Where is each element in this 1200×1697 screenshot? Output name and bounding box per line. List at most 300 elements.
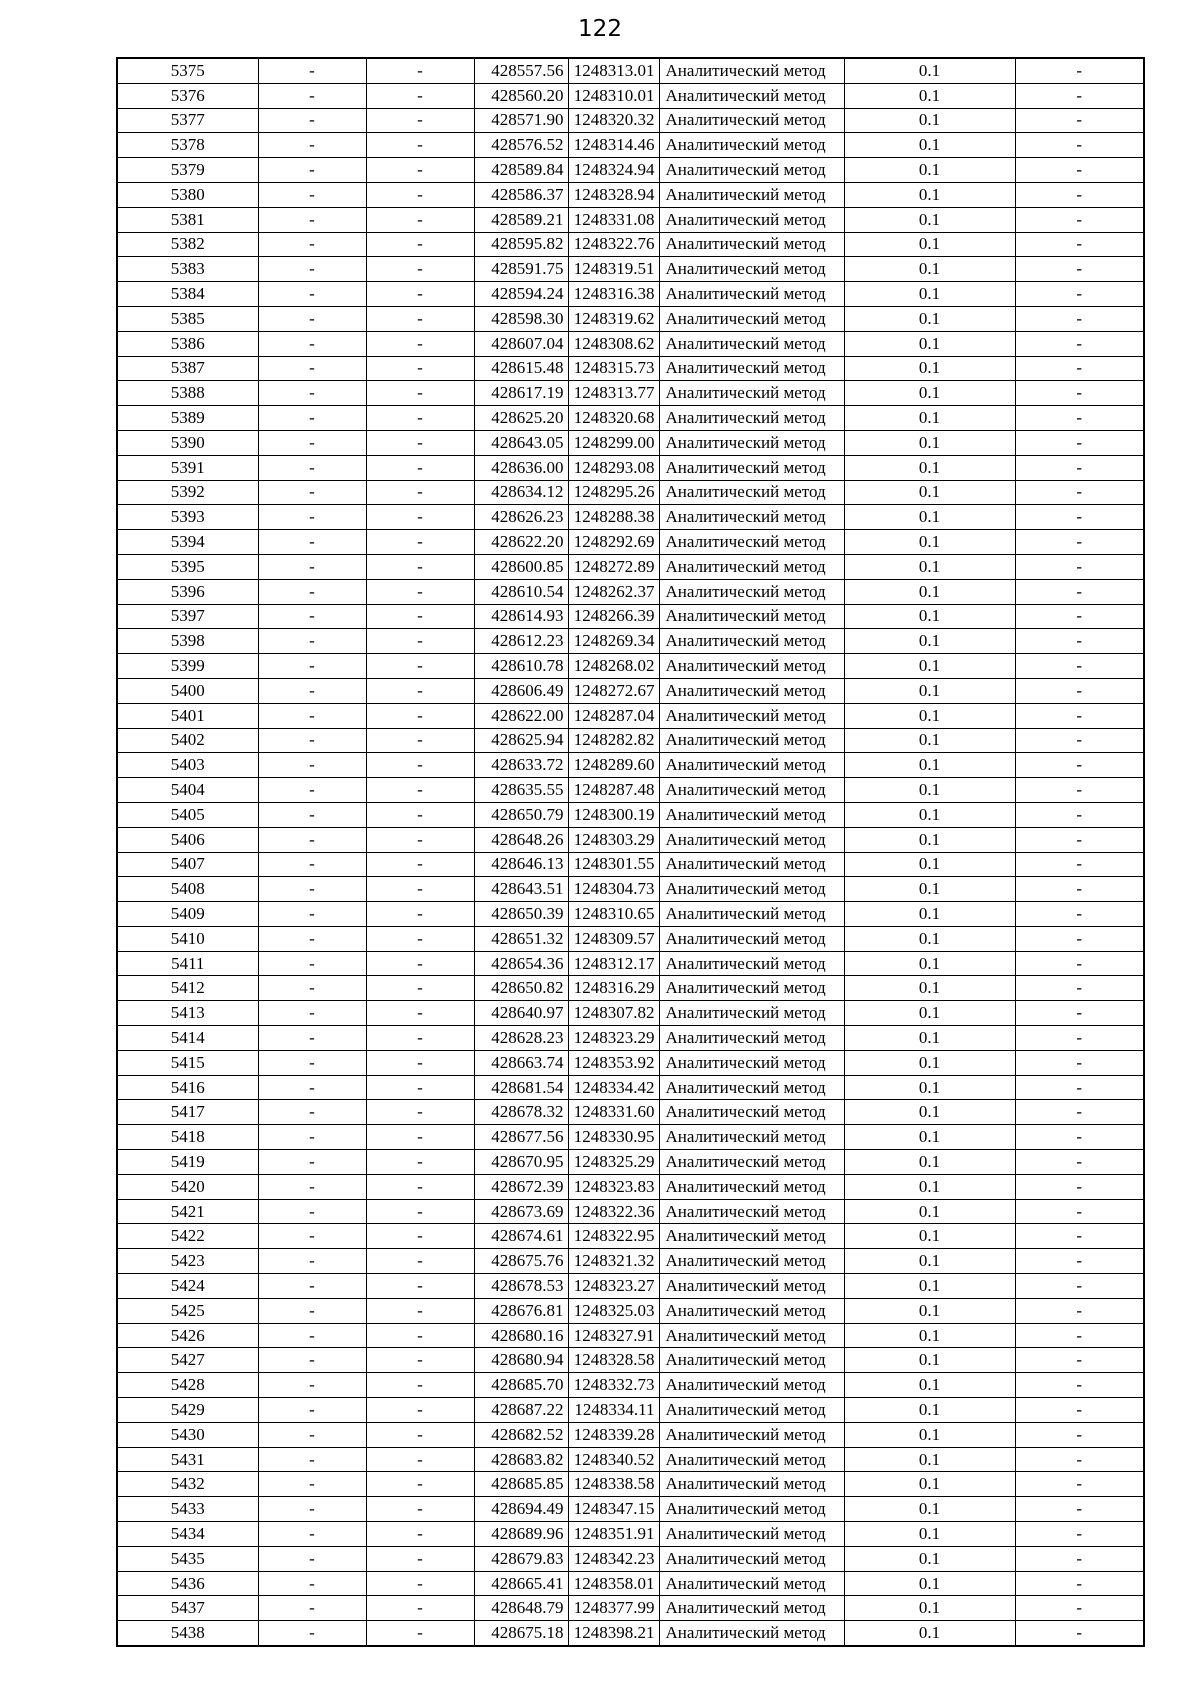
x-coordinate-cell: 428628.23 [474,1026,568,1051]
dash-cell: - [1015,678,1144,703]
dash-cell: - [1015,182,1144,207]
point-number-cell: 5387 [117,356,258,381]
dash-cell: - [258,554,366,579]
accuracy-cell: 0.1 [844,331,1015,356]
dash-cell: - [366,158,474,183]
point-number-cell: 5384 [117,282,258,307]
y-coordinate-cell: 1248358.01 [568,1571,659,1596]
dash-cell: - [1015,1348,1144,1373]
dash-cell: - [366,1447,474,1472]
x-coordinate-cell: 428610.54 [474,579,568,604]
y-coordinate-cell: 1248314.46 [568,133,659,158]
dash-cell: - [1015,554,1144,579]
table-row [117,654,1144,679]
table-row [117,579,1144,604]
x-coordinate-cell: 428589.84 [474,158,568,183]
x-coordinate-cell: 428648.26 [474,827,568,852]
dash-cell: - [1015,1546,1144,1571]
x-coordinate-cell: 428576.52 [474,133,568,158]
point-number-cell: 5402 [117,728,258,753]
y-coordinate-cell: 1248268.02 [568,654,659,679]
accuracy-cell: 0.1 [844,1224,1015,1249]
point-number-cell: 5437 [117,1596,258,1621]
x-coordinate-cell: 428626.23 [474,505,568,530]
table-row [117,1522,1144,1547]
dash-cell: - [1015,306,1144,331]
dash-cell: - [258,1422,366,1447]
accuracy-cell: 0.1 [844,455,1015,480]
accuracy-cell: 0.1 [844,406,1015,431]
y-coordinate-cell: 1248330.95 [568,1125,659,1150]
x-coordinate-cell: 428665.41 [474,1571,568,1596]
x-coordinate-cell: 428643.51 [474,877,568,902]
dash-cell: - [366,1298,474,1323]
y-coordinate-cell: 1248338.58 [568,1472,659,1497]
x-coordinate-cell: 428687.22 [474,1398,568,1423]
method-cell: Аналитический метод [659,1199,844,1224]
dash-cell: - [1015,1274,1144,1299]
dash-cell: - [366,257,474,282]
dash-cell: - [258,1150,366,1175]
dash-cell: - [258,430,366,455]
method-cell: Аналитический метод [659,331,844,356]
y-coordinate-cell: 1248319.62 [568,306,659,331]
method-cell: Аналитический метод [659,1348,844,1373]
dash-cell: - [366,554,474,579]
dash-cell: - [366,1224,474,1249]
point-number-cell: 5415 [117,1050,258,1075]
point-number-cell: 5426 [117,1323,258,1348]
point-number-cell: 5414 [117,1026,258,1051]
y-coordinate-cell: 1248334.42 [568,1075,659,1100]
x-coordinate-cell: 428617.19 [474,381,568,406]
accuracy-cell: 0.1 [844,1472,1015,1497]
dash-cell: - [366,58,474,83]
y-coordinate-cell: 1248289.60 [568,753,659,778]
accuracy-cell: 0.1 [844,1050,1015,1075]
dash-cell: - [258,629,366,654]
dash-cell: - [1015,331,1144,356]
dash-cell: - [1015,728,1144,753]
dash-cell: - [258,951,366,976]
dash-cell: - [366,1199,474,1224]
dash-cell: - [366,579,474,604]
method-cell: Аналитический метод [659,902,844,927]
point-number-cell: 5376 [117,83,258,108]
point-number-cell: 5377 [117,108,258,133]
method-cell: Аналитический метод [659,108,844,133]
dash-cell: - [258,1447,366,1472]
dash-cell: - [366,1398,474,1423]
dash-cell: - [1015,257,1144,282]
dash-cell: - [258,678,366,703]
dash-cell: - [258,232,366,257]
dash-cell: - [258,58,366,83]
accuracy-cell: 0.1 [844,480,1015,505]
table-row [117,629,1144,654]
dash-cell: - [1015,1050,1144,1075]
y-coordinate-cell: 1248308.62 [568,331,659,356]
y-coordinate-cell: 1248313.01 [568,58,659,83]
x-coordinate-cell: 428595.82 [474,232,568,257]
dash-cell: - [1015,1100,1144,1125]
method-cell: Аналитический метод [659,1249,844,1274]
dash-cell: - [258,902,366,927]
dash-cell: - [1015,976,1144,1001]
accuracy-cell: 0.1 [844,182,1015,207]
method-cell: Аналитический метод [659,455,844,480]
y-coordinate-cell: 1248313.77 [568,381,659,406]
accuracy-cell: 0.1 [844,430,1015,455]
y-coordinate-cell: 1248332.73 [568,1373,659,1398]
accuracy-cell: 0.1 [844,1249,1015,1274]
x-coordinate-cell: 428560.20 [474,83,568,108]
dash-cell: - [258,480,366,505]
method-cell: Аналитический метод [659,1472,844,1497]
y-coordinate-cell: 1248322.76 [568,232,659,257]
dash-cell: - [258,257,366,282]
accuracy-cell: 0.1 [844,778,1015,803]
point-number-cell: 5408 [117,877,258,902]
y-coordinate-cell: 1248316.38 [568,282,659,307]
dash-cell: - [366,877,474,902]
dash-cell: - [366,1497,474,1522]
method-cell: Аналитический метод [659,1373,844,1398]
method-cell: Аналитический метод [659,430,844,455]
x-coordinate-cell: 428591.75 [474,257,568,282]
dash-cell: - [1015,1026,1144,1051]
y-coordinate-cell: 1248287.04 [568,703,659,728]
dash-cell: - [1015,356,1144,381]
accuracy-cell: 0.1 [844,83,1015,108]
dash-cell: - [366,1001,474,1026]
point-number-cell: 5419 [117,1150,258,1175]
x-coordinate-cell: 428650.39 [474,902,568,927]
x-coordinate-cell: 428600.85 [474,554,568,579]
y-coordinate-cell: 1248351.91 [568,1522,659,1547]
table-row [117,1348,1144,1373]
table-row [117,306,1144,331]
dash-cell: - [258,1249,366,1274]
y-coordinate-cell: 1248310.65 [568,902,659,927]
table-row [117,951,1144,976]
table-row [117,1621,1144,1646]
table-row [117,108,1144,133]
dash-cell: - [258,158,366,183]
x-coordinate-cell: 428557.56 [474,58,568,83]
accuracy-cell: 0.1 [844,1001,1015,1026]
accuracy-cell: 0.1 [844,1100,1015,1125]
table-row [117,1546,1144,1571]
x-coordinate-cell: 428694.49 [474,1497,568,1522]
accuracy-cell: 0.1 [844,654,1015,679]
y-coordinate-cell: 1248323.29 [568,1026,659,1051]
dash-cell: - [366,1150,474,1175]
dash-cell: - [1015,753,1144,778]
dash-cell: - [1015,430,1144,455]
dash-cell: - [366,852,474,877]
y-coordinate-cell: 1248282.82 [568,728,659,753]
x-coordinate-cell: 428634.12 [474,480,568,505]
x-coordinate-cell: 428607.04 [474,331,568,356]
dash-cell: - [258,1174,366,1199]
accuracy-cell: 0.1 [844,1075,1015,1100]
accuracy-cell: 0.1 [844,1373,1015,1398]
dash-cell: - [258,1546,366,1571]
dash-cell: - [1015,1422,1144,1447]
dash-cell: - [1015,1472,1144,1497]
y-coordinate-cell: 1248262.37 [568,579,659,604]
x-coordinate-cell: 428651.32 [474,926,568,951]
x-coordinate-cell: 428636.00 [474,455,568,480]
point-number-cell: 5404 [117,778,258,803]
method-cell: Аналитический метод [659,306,844,331]
dash-cell: - [258,505,366,530]
x-coordinate-cell: 428682.52 [474,1422,568,1447]
y-coordinate-cell: 1248331.08 [568,207,659,232]
dash-cell: - [366,926,474,951]
method-cell: Аналитический метод [659,1447,844,1472]
table-row [117,852,1144,877]
point-number-cell: 5431 [117,1447,258,1472]
table-row [117,753,1144,778]
dash-cell: - [366,827,474,852]
dash-cell: - [366,430,474,455]
table-row [117,1026,1144,1051]
x-coordinate-cell: 428673.69 [474,1199,568,1224]
x-coordinate-cell: 428612.23 [474,629,568,654]
y-coordinate-cell: 1248321.32 [568,1249,659,1274]
x-coordinate-cell: 428681.54 [474,1075,568,1100]
point-number-cell: 5436 [117,1571,258,1596]
method-cell: Аналитический метод [659,1422,844,1447]
dash-cell: - [366,331,474,356]
table-row [117,530,1144,555]
y-coordinate-cell: 1248266.39 [568,604,659,629]
table-row [117,778,1144,803]
dash-cell: - [1015,58,1144,83]
point-number-cell: 5382 [117,232,258,257]
dash-cell: - [366,480,474,505]
accuracy-cell: 0.1 [844,505,1015,530]
accuracy-cell: 0.1 [844,306,1015,331]
point-number-cell: 5417 [117,1100,258,1125]
dash-cell: - [258,1050,366,1075]
y-coordinate-cell: 1248301.55 [568,852,659,877]
method-cell: Аналитический метод [659,282,844,307]
method-cell: Аналитический метод [659,1398,844,1423]
dash-cell: - [366,1100,474,1125]
x-coordinate-cell: 428670.95 [474,1150,568,1175]
accuracy-cell: 0.1 [844,1522,1015,1547]
accuracy-cell: 0.1 [844,232,1015,257]
method-cell: Аналитический метод [659,703,844,728]
x-coordinate-cell: 428675.76 [474,1249,568,1274]
dash-cell: - [366,604,474,629]
accuracy-cell: 0.1 [844,753,1015,778]
dash-cell: - [1015,1001,1144,1026]
coordinates-table [116,57,1145,1647]
method-cell: Аналитический метод [659,951,844,976]
dash-cell: - [1015,133,1144,158]
point-number-cell: 5392 [117,480,258,505]
table-row [117,406,1144,431]
dash-cell: - [258,728,366,753]
point-number-cell: 5394 [117,530,258,555]
dash-cell: - [1015,902,1144,927]
y-coordinate-cell: 1248328.58 [568,1348,659,1373]
point-number-cell: 5397 [117,604,258,629]
point-number-cell: 5411 [117,951,258,976]
x-coordinate-cell: 428606.49 [474,678,568,703]
dash-cell: - [366,678,474,703]
table-row [117,1373,1144,1398]
accuracy-cell: 0.1 [844,257,1015,282]
table-row [117,1497,1144,1522]
method-cell: Аналитический метод [659,530,844,555]
table-row [117,1001,1144,1026]
method-cell: Аналитический метод [659,1001,844,1026]
accuracy-cell: 0.1 [844,356,1015,381]
accuracy-cell: 0.1 [844,381,1015,406]
x-coordinate-cell: 428646.13 [474,852,568,877]
x-coordinate-cell: 428680.16 [474,1323,568,1348]
table-row [117,802,1144,827]
x-coordinate-cell: 428635.55 [474,778,568,803]
y-coordinate-cell: 1248325.29 [568,1150,659,1175]
dash-cell: - [1015,778,1144,803]
dash-cell: - [258,1323,366,1348]
dash-cell: - [1015,1398,1144,1423]
y-coordinate-cell: 1248315.73 [568,356,659,381]
point-number-cell: 5433 [117,1497,258,1522]
accuracy-cell: 0.1 [844,926,1015,951]
point-number-cell: 5385 [117,306,258,331]
x-coordinate-cell: 428679.83 [474,1546,568,1571]
dash-cell: - [366,753,474,778]
dash-cell: - [1015,654,1144,679]
point-number-cell: 5422 [117,1224,258,1249]
dash-cell: - [1015,480,1144,505]
dash-cell: - [366,406,474,431]
dash-cell: - [258,1075,366,1100]
point-number-cell: 5405 [117,802,258,827]
x-coordinate-cell: 428640.97 [474,1001,568,1026]
point-number-cell: 5413 [117,1001,258,1026]
x-coordinate-cell: 428615.48 [474,356,568,381]
table-row [117,257,1144,282]
dash-cell: - [1015,1125,1144,1150]
accuracy-cell: 0.1 [844,1447,1015,1472]
dash-cell: - [366,654,474,679]
method-cell: Аналитический метод [659,554,844,579]
y-coordinate-cell: 1248292.69 [568,530,659,555]
method-cell: Аналитический метод [659,1571,844,1596]
method-cell: Аналитический метод [659,678,844,703]
table-row [117,902,1144,927]
dash-cell: - [1015,827,1144,852]
point-number-cell: 5430 [117,1422,258,1447]
x-coordinate-cell: 428675.18 [474,1621,568,1646]
dash-cell: - [258,654,366,679]
dash-cell: - [1015,1596,1144,1621]
method-cell: Аналитический метод [659,257,844,282]
accuracy-cell: 0.1 [844,554,1015,579]
table-row [117,1075,1144,1100]
dash-cell: - [1015,1150,1144,1175]
method-cell: Аналитический метод [659,1150,844,1175]
dash-cell: - [366,1274,474,1299]
y-coordinate-cell: 1248310.01 [568,83,659,108]
x-coordinate-cell: 428643.05 [474,430,568,455]
method-cell: Аналитический метод [659,1125,844,1150]
table-row [117,207,1144,232]
y-coordinate-cell: 1248328.94 [568,182,659,207]
x-coordinate-cell: 428672.39 [474,1174,568,1199]
table-row [117,1596,1144,1621]
accuracy-cell: 0.1 [844,1571,1015,1596]
method-cell: Аналитический метод [659,728,844,753]
dash-cell: - [1015,629,1144,654]
dash-cell: - [1015,1298,1144,1323]
table-row [117,678,1144,703]
dash-cell: - [258,83,366,108]
point-number-cell: 5378 [117,133,258,158]
dash-cell: - [1015,1224,1144,1249]
table-row [117,1472,1144,1497]
y-coordinate-cell: 1248324.94 [568,158,659,183]
x-coordinate-cell: 428625.94 [474,728,568,753]
dash-cell: - [1015,381,1144,406]
y-coordinate-cell: 1248300.19 [568,802,659,827]
y-coordinate-cell: 1248304.73 [568,877,659,902]
y-coordinate-cell: 1248398.21 [568,1621,659,1646]
table-body [117,58,1144,1646]
point-number-cell: 5410 [117,926,258,951]
method-cell: Аналитический метод [659,852,844,877]
accuracy-cell: 0.1 [844,1546,1015,1571]
dash-cell: - [366,1026,474,1051]
y-coordinate-cell: 1248295.26 [568,480,659,505]
table-row [117,1298,1144,1323]
method-cell: Аналитический метод [659,406,844,431]
table-row [117,1447,1144,1472]
dash-cell: - [258,108,366,133]
table-row [117,554,1144,579]
point-number-cell: 5400 [117,678,258,703]
dash-cell: - [1015,1447,1144,1472]
accuracy-cell: 0.1 [844,1398,1015,1423]
table-row [117,1422,1144,1447]
point-number-cell: 5412 [117,976,258,1001]
dash-cell: - [366,381,474,406]
accuracy-cell: 0.1 [844,1621,1015,1646]
method-cell: Аналитический метод [659,1274,844,1299]
table-row [117,455,1144,480]
dash-cell: - [366,802,474,827]
method-cell: Аналитический метод [659,604,844,629]
dash-cell: - [258,604,366,629]
dash-cell: - [1015,108,1144,133]
dash-cell: - [366,306,474,331]
dash-cell: - [258,1373,366,1398]
table-row [117,133,1144,158]
table-row [117,1050,1144,1075]
point-number-cell: 5416 [117,1075,258,1100]
dash-cell: - [1015,1075,1144,1100]
method-cell: Аналитический метод [659,1174,844,1199]
point-number-cell: 5379 [117,158,258,183]
